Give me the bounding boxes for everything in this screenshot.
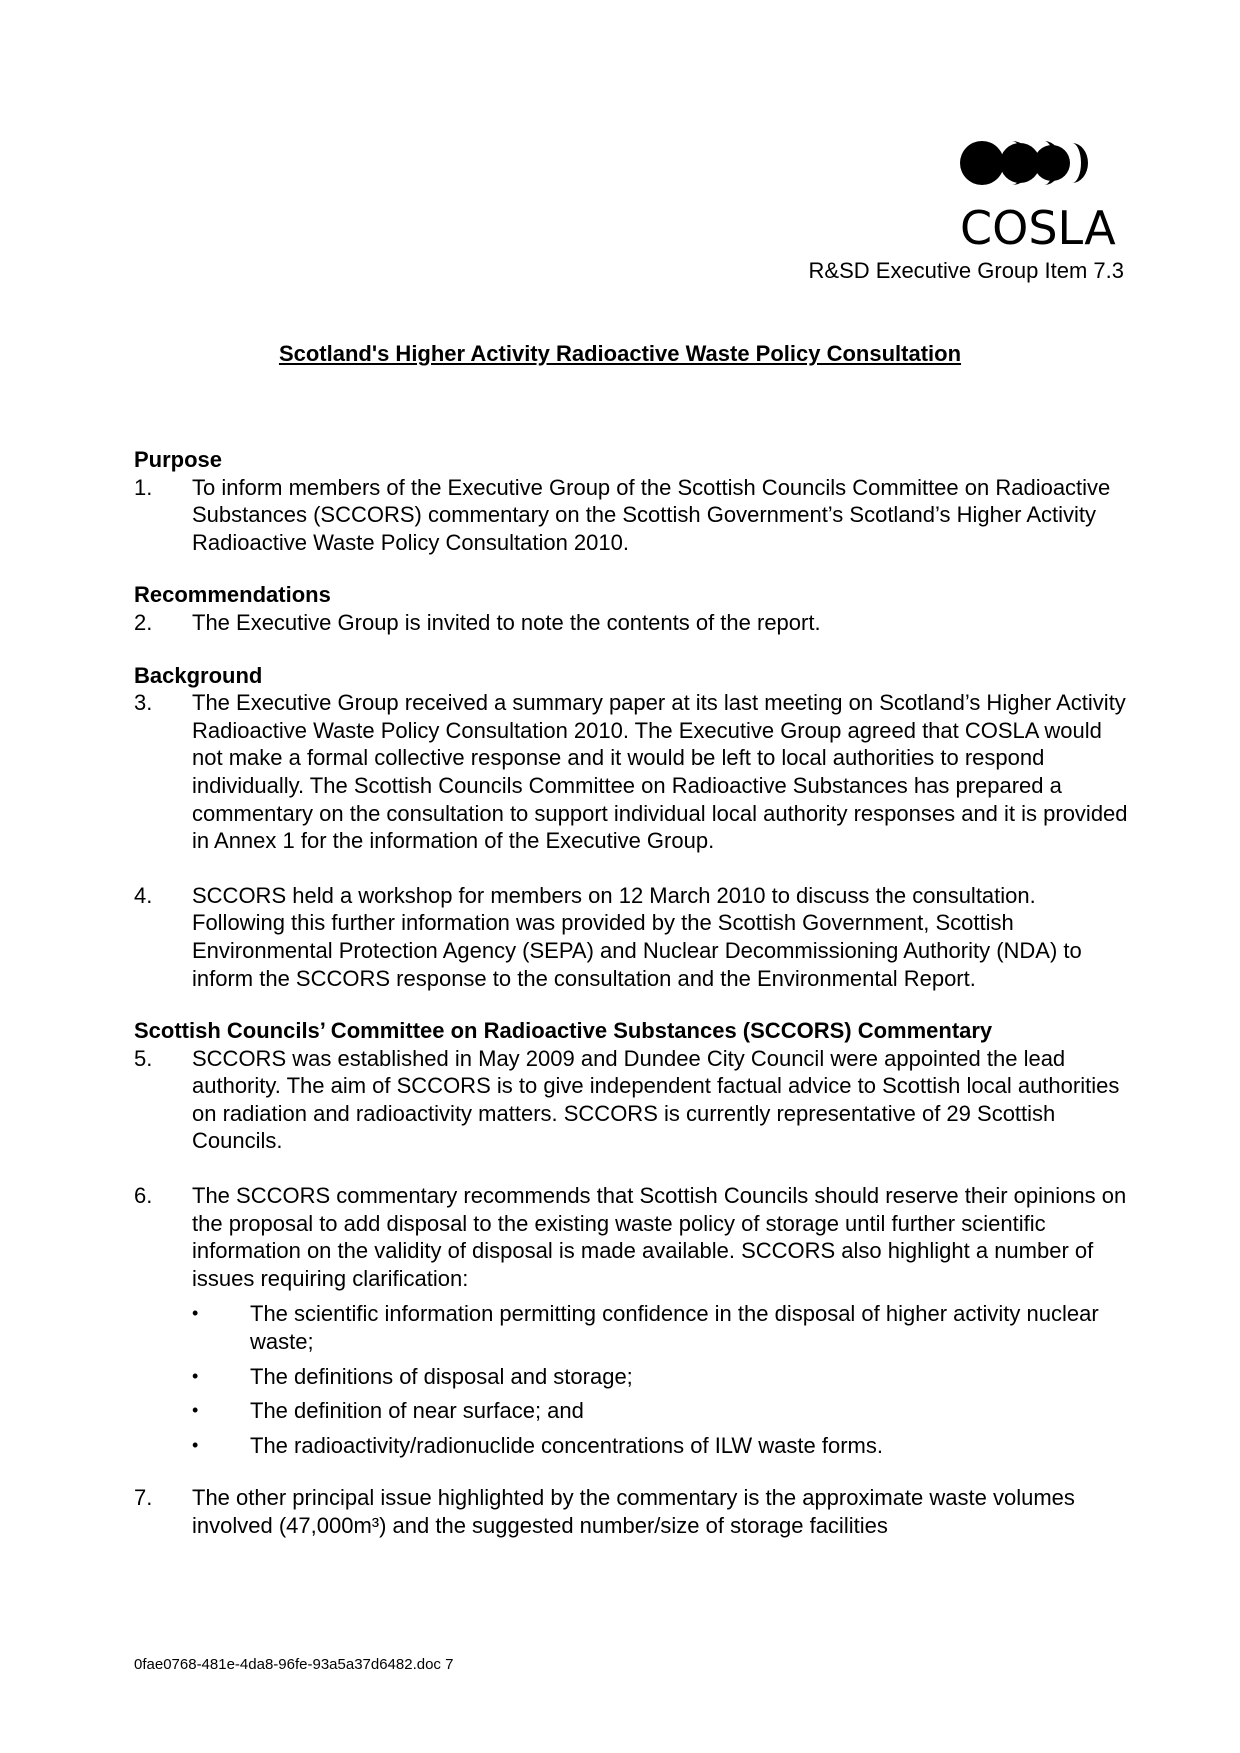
list-item-text: The definition of near surface; and [250,1398,584,1424]
paragraph-text: The other principal issue highlighted by the commentary is the approximate waste volumes involved (47,000m³) and the suggested number/size of storage facilities [192,1485,1075,1538]
list-item-text: The scientific information permitting confidence in the disposal of higher activity nuclear waste; [250,1301,1099,1355]
paragraph-number: 7. [134,1485,153,1511]
paragraph-number: 2. [134,609,153,635]
commentary-heading: Scottish Councils’ Committee on Radioactive Substances (SCCORS) Commentary [134,1018,993,1044]
bullet-icon: • [192,1303,199,1324]
cosla-logo [960,136,1124,252]
document-body [134,446,1134,1540]
paragraph-6 [134,1182,1134,1292]
list-item [192,1432,1134,1460]
list-item [192,1397,1134,1425]
paragraph-text: The SCCORS commentary recommends that Scottish Councils should reserve their opinions on the proposal to add disposal to the existing waste policy of storage until further scientific information on the validity of disposal is made available. SCCORS also highlight a number of issues requiring clarification: [192,1183,1127,1291]
paragraph-text: The Executive Group received a summary paper at its last meeting on Scotland’s Higher Activity Radioactive Waste Policy Consultation 2010. The Executive Group agreed that COSLA would not make a formal collective response and it would be left to local authorities to respond individually. The Scottish Councils Committee on Radioactive Substances has prepared a commentary on the consultation to support individual local authority responses and it is provided in Annex 1 for the information of the Executive Group. [192,690,1128,854]
cosla-logo-mark [960,136,1124,252]
recommendations-heading: Recommendations [134,582,331,608]
issues-list [134,1300,1134,1459]
background-heading: Background [134,662,263,688]
paragraph-number: 6. [134,1183,153,1209]
bullet-icon: • [192,1365,199,1386]
paragraph-7 [134,1484,1134,1539]
paragraph-number: 5. [134,1045,153,1071]
paragraph-number: 4. [134,882,153,908]
paragraph-text: SCCORS held a workshop for members on 12 March 2010 to discuss the consultation. Following this further information was provided by the Scottish Government, Scottish Environmental Protection Agency (SEPA) and Nuclear Decommissioning Authority (NDA) to inform the SCCORS response to the consultation and the Environmental Report. [192,882,1082,991]
paragraph-text: To inform members of the Executive Group of the Scottish Councils Committee on Radioactive Substances (SCCORS) commentary on the Scottish Government’s Scotland’s Higher Activity Radioactive Waste Policy Consultation 2010. [192,474,1111,555]
paragraph-5 [134,1045,1134,1155]
paragraph-4 [134,882,1134,992]
item-reference: R&SD Executive Group Item 7.3 [808,258,1124,283]
logo-text: COSLA [960,201,1116,252]
paragraph-2 [134,609,1134,637]
bullet-icon: • [192,1400,199,1421]
list-item [192,1363,1134,1391]
document-title: Scotland's Higher Activity Radioactive Waste Policy Consultation [278,341,962,366]
paragraph-3 [134,689,1134,855]
footer-filename: 0fae0768-481e-4da8-96fe-93a5a37d6482.doc 7 [134,1656,454,1673]
bullet-icon: • [192,1434,199,1455]
paragraph-1 [134,474,1134,557]
paragraph-number: 1. [134,474,153,500]
list-item-text: The radioactivity/radionuclide concentrations of ILW waste forms. [250,1432,883,1458]
list-item-text: The definitions of disposal and storage; [250,1363,633,1389]
paragraph-text: SCCORS was established in May 2009 and Dundee City Council were appointed the lead authority. The aim of SCCORS is to give independent factual advice to Scottish local authorities on radiation and radioactivity matters. SCCORS is currently representative of 29 Scottish Councils. [192,1045,1120,1154]
purpose-heading: Purpose [134,447,223,472]
paragraph-number: 3. [134,690,153,716]
list-item [192,1300,1134,1355]
paragraph-text: The Executive Group is invited to note the contents of the report. [192,609,821,635]
